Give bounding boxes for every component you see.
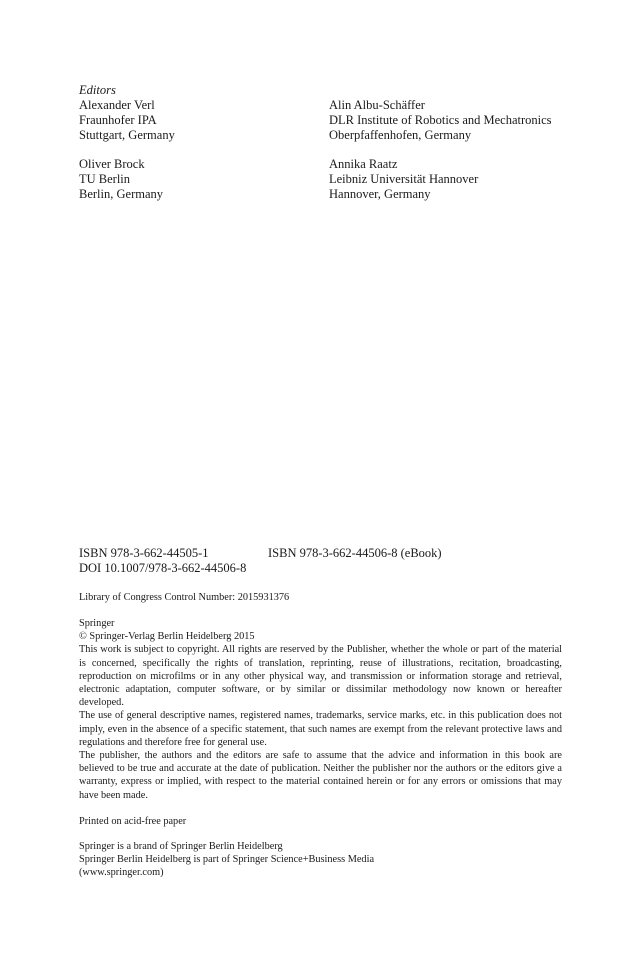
warranty-paragraph: The publisher, the authors and the editors are safe to assume that the advice and information in this book are believed to be true and accurate at the date of publication. Neither the publisher nor the authors or the editors give a warranty, express or implied, with respect to the material contained herein or for any errors or omissions that may have been made.: [79, 750, 562, 801]
editor-name: Oliver Brock: [79, 157, 145, 171]
editor-name: Annika Raatz: [329, 157, 398, 171]
editor-location: Berlin, Germany: [79, 186, 164, 201]
isbn-row: [79, 546, 559, 561]
editor-location: Stuttgart, Germany: [79, 127, 175, 142]
editor-name: Alexander Verl: [79, 98, 155, 112]
isbn-ebook: ISBN 978-3-662-44506-8 (eBook): [268, 546, 442, 560]
doi: DOI 10.1007/978-3-662-44506-8: [79, 560, 247, 575]
editor-location: Oberpfaffenhofen, Germany: [329, 127, 472, 142]
editor-block: [329, 157, 478, 201]
editor-affiliation: TU Berlin: [79, 171, 131, 186]
rights-paragraph: This work is subject to copyright. All rights are reserved by the Publisher, whether the whole or part of the material is concerned, specifically the rights of translation, reprinting, reuse of illustrations, recitation, broadcasting, reproduction on microfilms or in any other physical way, and transmission or information storage and retrieval, electronic adaptation, computer software, or by similar or dissimilar methodology now known or hereafter developed.: [79, 644, 562, 709]
printed-on-paper: Printed on acid-free paper: [79, 816, 187, 827]
isbn-print: ISBN 978-3-662-44505-1: [79, 546, 209, 560]
brand-block: [79, 840, 374, 880]
editor-block: [329, 98, 552, 142]
brand-url: (www.springer.com): [79, 867, 164, 879]
editor-affiliation: Fraunhofer IPA: [79, 112, 157, 127]
lccn: Library of Congress Control Number: 2015931376: [79, 592, 290, 603]
editor-block: [79, 157, 163, 201]
brand-line: Springer is a brand of Springer Berlin Heidelberg: [79, 841, 283, 852]
editors-heading: Editors: [79, 83, 116, 97]
publisher-name: Springer: [79, 618, 115, 629]
names-paragraph: The use of general descriptive names, registered names, trademarks, service marks, etc. in this publication does not imply, even in the absence of a specific statement, that such names are exempt from the relevant protective laws and regulations and therefore free for general use.: [79, 710, 562, 748]
editor-affiliation: DLR Institute of Robotics and Mechatronics: [329, 112, 552, 127]
editor-affiliation: Leibniz Universität Hannover: [329, 171, 479, 186]
isbn-block: [79, 546, 559, 576]
copyright-notice: © Springer-Verlag Berlin Heidelberg 2015: [79, 631, 255, 643]
editor-name: Alin Albu-Schäffer: [329, 98, 425, 112]
copyright-block: [79, 617, 562, 802]
editor-location: Hannover, Germany: [329, 186, 431, 201]
editor-block: [79, 98, 175, 142]
brand-line: Springer Berlin Heidelberg is part of Springer Science+Business Media: [79, 854, 375, 866]
